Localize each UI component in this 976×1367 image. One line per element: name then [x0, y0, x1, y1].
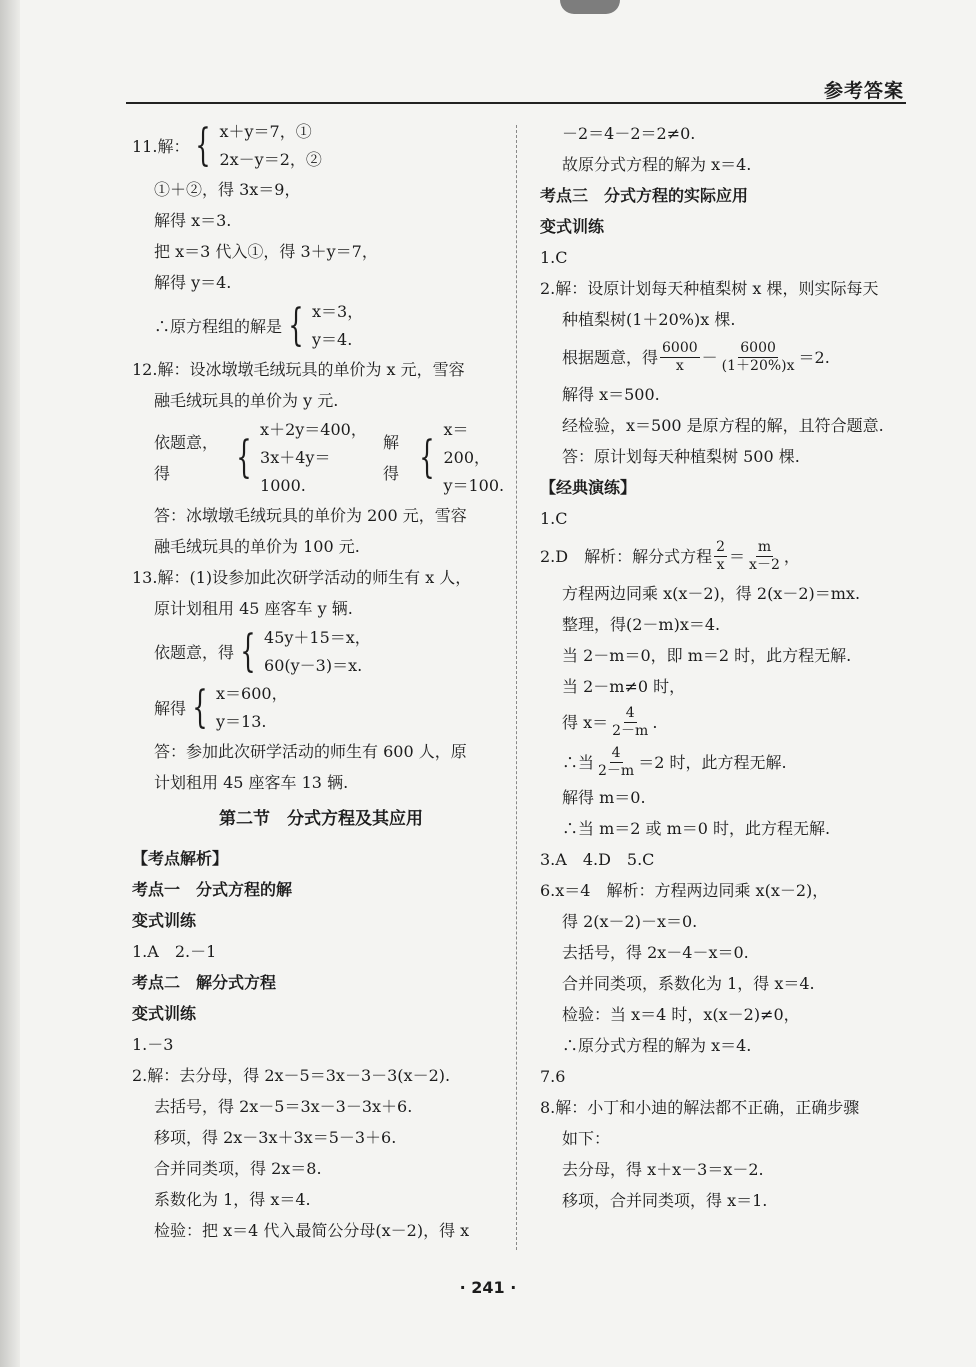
- q11-eq1: x＋y＝7，①: [219, 122, 312, 141]
- q11-line1: ①＋②，得 3x＝9，: [154, 180, 301, 199]
- jd-q6-line1: 6.x＝4 解析：方程两边同乘 x(x－2)，: [540, 881, 829, 900]
- jd-q2-prefix: 2.D 解析：解分式方程: [540, 546, 713, 566]
- q11-line2: 解得 x＝3.: [154, 211, 232, 230]
- kd2-q2-line2: 去括号，得 2x－5＝3x－3－3x＋6.: [154, 1097, 413, 1116]
- bianshi3-heading: 变式训练: [540, 217, 605, 236]
- q12-answer1: 答：冰墩墩毛绒玩具的单价为 200 元，雪容: [154, 506, 467, 525]
- kd3-q2-eq-prefix: 根据题意，得: [562, 347, 659, 367]
- jd-q2-line6: [540, 742, 910, 782]
- fraction: [747, 539, 782, 574]
- q11-solution: [282, 298, 363, 354]
- q12-solution: [413, 416, 510, 500]
- brace-icon: {: [288, 300, 304, 351]
- q13-answer2: 计划租用 45 座客车 13 辆.: [154, 773, 349, 792]
- q11-line3: 把 x＝3 代入①，得 3＋y＝7，: [154, 242, 378, 261]
- q11-label: 11.解：: [132, 136, 190, 156]
- q11-eq2: 2x－y＝2，②: [219, 150, 322, 169]
- fraction-denominator: x: [675, 357, 684, 374]
- bianshi2-heading: 变式训练: [132, 1004, 197, 1023]
- kd3-q2-eq-suffix: ＝2.: [798, 347, 830, 367]
- jd-q2-line4: 当 2－m≠0 时，: [562, 677, 686, 696]
- jd-q8-line3: 去分母，得 x＋x－3＝x－2.: [562, 1160, 764, 1179]
- jd-q6-line6: ∴原分式方程的解为 x＝4.: [562, 1036, 752, 1055]
- brace-icon: {: [195, 120, 212, 171]
- q11-system-line: [132, 118, 510, 174]
- jd-q2-line2: 整理，得(2－m)x＝4.: [562, 615, 721, 634]
- equals-sign: ＝: [729, 546, 746, 566]
- fraction-numerator: 6000: [662, 339, 698, 356]
- jd-q2-line6-prefix: ∴当: [562, 752, 595, 772]
- q13-answer1: 答：参加此次研学活动的师生有 600 人，原: [154, 742, 467, 761]
- q12-system: [230, 416, 369, 500]
- jingdian-heading: 【经典演练】: [540, 478, 637, 497]
- q12-system-line: [132, 416, 510, 500]
- page-number: · 241 ·: [459, 1278, 517, 1297]
- q12-line2: 融毛绒玩具的单价为 y 元.: [154, 391, 339, 410]
- fraction-denominator: x－2: [749, 556, 780, 573]
- fraction-numerator: m: [757, 538, 772, 555]
- jd-q2-line1: 方程两边同乘 x(x－2)，得 2(x－2)＝mx.: [562, 584, 861, 603]
- q13-line2: 原计划租用 45 座客车 y 辆.: [154, 599, 353, 618]
- column-divider: [516, 125, 518, 1250]
- jd-q8-line4: 移项，合并同类项，得 x＝1.: [562, 1191, 768, 1210]
- header-rule: [126, 102, 906, 104]
- jd-q2-line3: 当 2－m＝0，即 m＝2 时，此方程无解.: [562, 646, 852, 665]
- q11-line4: 解得 y＝4.: [154, 273, 232, 292]
- fraction-denominator: x: [716, 556, 725, 573]
- q13-solution: [186, 680, 288, 736]
- header-title: 参考答案: [823, 80, 904, 102]
- jd-answers-3-5: 3.A 4.D 5.C: [540, 850, 655, 869]
- q13-system: [234, 624, 371, 680]
- fraction: [720, 340, 797, 375]
- fraction-numerator: 4: [611, 744, 621, 761]
- kd2-q2-line6: 检验：把 x＝4 代入最简公分母(x－2)，得 x: [154, 1221, 470, 1240]
- q12-sol1: x＝200，: [443, 420, 490, 467]
- q11-system: [189, 118, 321, 174]
- kd3-q2-equation: [540, 335, 910, 379]
- kd3-answer1: 1.C: [540, 248, 568, 267]
- q13-system-line: [132, 624, 510, 680]
- right-column: [540, 118, 910, 1216]
- q12-prefix: 依题意，得: [154, 433, 219, 483]
- jd-q2-line6-suffix: ＝2 时，此方程无解.: [638, 752, 787, 772]
- fraction-denominator: 2－m: [598, 762, 635, 779]
- q12-sol2: y＝100.: [443, 476, 505, 495]
- brace-icon: {: [236, 432, 252, 483]
- fraction-denominator: (1＋20%)x: [721, 357, 795, 374]
- kaodian2-heading: 考点二 解分式方程: [132, 973, 277, 992]
- left-column: [132, 118, 510, 1246]
- kd3-q2-line1: 2.解：设原计划每天种植梨树 x 棵，则实际每天: [540, 279, 879, 298]
- q13-sol1: x＝600，: [216, 684, 288, 703]
- jd-q6-line5: 检验：当 x＝4 时，x(x－2)≠0，: [562, 1005, 800, 1024]
- q13-eq2: 60(y－3)＝x.: [264, 656, 363, 675]
- kd3-q2-line5: 答：原计划每天种植梨树 500 棵.: [562, 447, 800, 466]
- kd2-q2-line5: 系数化为 1，得 x＝4.: [154, 1190, 311, 1209]
- brace-icon: {: [240, 626, 256, 677]
- kd1-answers: 1.A 2.－1: [132, 942, 217, 961]
- kd2-answer1: 1.－3: [132, 1035, 174, 1054]
- fraction: [596, 745, 636, 780]
- q11-sol1: x＝3，: [312, 302, 364, 321]
- jd-q8-line1: 8.解：小丁和小迪的解法都不正确，正确步骤: [540, 1098, 860, 1117]
- brace-icon: {: [192, 682, 208, 733]
- brace-icon: {: [419, 432, 436, 483]
- scan-shadow: [560, 0, 620, 14]
- fraction-numerator: 2: [716, 538, 726, 555]
- q13-solution-line: [132, 680, 510, 736]
- kd2-q2-line4: 合并同类项，得 2x＝8.: [154, 1159, 322, 1178]
- book-binding-edge: [0, 0, 20, 1367]
- q11-solution-prefix: ∴原方程组的解是: [154, 316, 283, 336]
- fraction-numerator: 6000: [740, 339, 776, 356]
- jd-q6-line3: 去括号，得 2x－4－x＝0.: [562, 943, 749, 962]
- q13-prefix: 依题意，得: [154, 642, 235, 662]
- cont-line2: 故原分式方程的解为 x＝4.: [562, 155, 752, 174]
- jd-q2-line8: ∴当 m＝2 或 m＝0 时，此方程无解.: [562, 819, 831, 838]
- jd-q2-line7: 解得 m＝0.: [562, 788, 646, 807]
- fraction: [660, 340, 700, 375]
- kd2-q2-line3: 移项，得 2x－3x＋3x＝5－3＋6.: [154, 1128, 397, 1147]
- q13-eq1: 45y＋15＝x，: [264, 628, 371, 647]
- kd3-q2-line3: 解得 x＝500.: [562, 385, 660, 404]
- minus-sign: －: [701, 347, 718, 367]
- jd-answer7: 7.6: [540, 1067, 566, 1086]
- kd2-q2-line1: 2.解：去分母，得 2x－5＝3x－3－3(x－2).: [132, 1066, 451, 1085]
- q12-eq2: 3x＋4y＝1000.: [260, 448, 331, 495]
- jd-q2-line5-prefix: 得 x＝: [562, 712, 609, 732]
- fraction-numerator: 4: [625, 704, 635, 721]
- kd3-q2-line2: 种植梨树(1＋20%)x 棵.: [562, 310, 736, 329]
- q12-eq1: x＋2y＝400，: [260, 420, 367, 439]
- jd-q6-line2: 得 2(x－2)－x＝0.: [562, 912, 698, 931]
- q12-answer2: 融毛绒玩具的单价为 100 元.: [154, 537, 360, 556]
- bianshi1-heading: 变式训练: [132, 911, 197, 930]
- jd-q2-line5-suffix: .: [652, 712, 658, 732]
- fraction: [714, 539, 727, 574]
- q11-solution-line: [132, 298, 510, 354]
- q12-line1: 12.解：设冰墩墩毛绒玩具的单价为 x 元，雪容: [132, 360, 465, 379]
- cont-line1: －2＝4－2＝2≠0.: [562, 124, 696, 143]
- jd-q2-line5: [540, 702, 910, 742]
- kaodian1-heading: 考点一 分式方程的解: [132, 880, 293, 899]
- section-title: 第二节 分式方程及其应用: [219, 809, 423, 829]
- kd3-q2-line4: 经检验，x＝500 是原方程的解，且符合题意.: [562, 416, 884, 435]
- kaodian-jiexi-heading: 【考点解析】: [132, 849, 229, 868]
- jd-q6-line4: 合并同类项，系数化为 1，得 x＝4.: [562, 974, 815, 993]
- q11-sol2: y＝4.: [312, 330, 353, 349]
- fraction-denominator: 2－m: [612, 722, 649, 739]
- fraction: [610, 705, 650, 740]
- jd-q2-suffix: ，: [783, 546, 800, 566]
- q13-sol2: y＝13.: [216, 712, 267, 731]
- jd-answer1: 1.C: [540, 509, 568, 528]
- q12-mid: 解得: [383, 433, 400, 483]
- q13-prefix2: 解得: [154, 698, 187, 718]
- q13-line1: 13.解：(1)设参加此次研学活动的师生有 x 人，: [132, 568, 472, 587]
- kaodian3-heading: 考点三 分式方程的实际应用: [540, 186, 749, 205]
- jd-q8-line2: 如下：: [562, 1129, 611, 1148]
- jd-q2-line: [540, 534, 910, 578]
